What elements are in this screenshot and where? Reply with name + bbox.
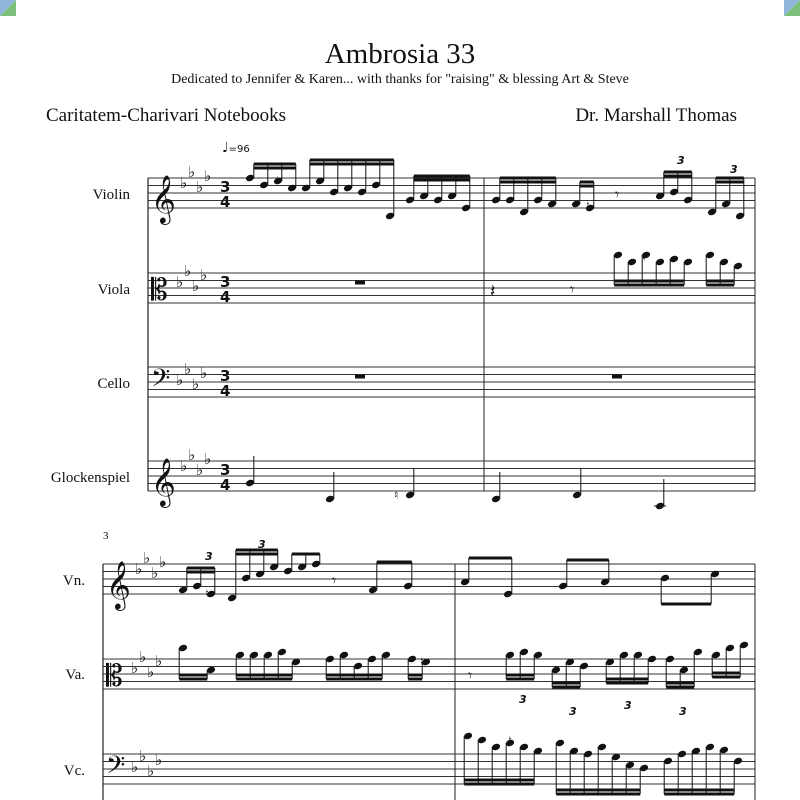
key-flat-icon: ♭ — [147, 663, 155, 681]
staff-cello — [148, 367, 755, 397]
whole-rest — [612, 375, 622, 379]
quarter-rest-icon: 𝄽 — [490, 281, 496, 302]
score-title: Ambrosia 33 — [324, 38, 476, 70]
key-flat-icon: ♭ — [151, 564, 159, 582]
quarter-note-icon: ♩ — [222, 140, 229, 156]
staff-vc — [103, 754, 755, 784]
staff-label-vc: Vc. — [63, 763, 85, 779]
eighth-rest-icon: 𝄾 — [615, 185, 620, 204]
key-flat-icon: ♭ — [135, 560, 143, 578]
key-flat-icon: ♭ — [180, 174, 188, 192]
tuplet-number: 3 — [730, 163, 738, 176]
key-flat-icon: ♭ — [131, 758, 139, 776]
key-flat-icon: ♭ — [204, 450, 212, 468]
tuplet-number: 3 — [679, 705, 687, 718]
natural-icon: ♮ — [276, 174, 280, 187]
key-flat-icon: ♭ — [143, 549, 151, 567]
staff-label-glockenspiel: Glockenspiel — [50, 470, 130, 486]
key-flat-icon: ♭ — [176, 371, 184, 389]
alto-clef-icon: 𝄡 — [106, 659, 123, 694]
tuplet-number: 3 — [677, 154, 685, 167]
natural-icon: ♮ — [586, 199, 590, 212]
key-flat-icon: ♭ — [155, 751, 163, 769]
alto-clef-icon: 𝄡 — [151, 273, 168, 308]
natural-icon: ♮ — [508, 734, 512, 747]
composer-credit: Dr. Marshall Thomas — [575, 105, 737, 126]
treble-clef-icon: 𝄞 — [106, 560, 131, 609]
natural-icon: ♮ — [420, 655, 424, 668]
score-dedication: Dedicated to Jennifer & Karen... with thanks for "raising" & blessing Art & Steve — [171, 72, 629, 87]
time-signature-top: 3 — [220, 367, 231, 385]
treble-clef-icon: 𝄞 — [151, 174, 176, 223]
publisher-credit: Caritatem-Charivari Notebooks — [46, 105, 287, 126]
key-flat-icon: ♭ — [180, 457, 188, 475]
whole-rest — [355, 281, 365, 285]
tuplet-number: 3 — [624, 699, 632, 712]
key-flat-icon: ♭ — [147, 762, 155, 780]
natural-icon: ♮ — [205, 587, 209, 600]
key-flat-icon: ♭ — [139, 747, 147, 765]
key-flat-icon: ♭ — [184, 360, 192, 378]
time-signature-bottom: 4 — [220, 193, 231, 211]
bass-clef-icon: 𝄢 — [106, 751, 126, 786]
bass-clef-icon: 𝄢 — [151, 364, 171, 399]
natural-icon: ♮ — [394, 488, 399, 502]
eighth-rest-icon: 𝄾 — [468, 666, 473, 685]
natural-icon: ♮ — [642, 251, 646, 264]
whole-rest — [355, 375, 365, 379]
staff-label-va: Va. — [65, 667, 85, 683]
time-signature-bottom: 4 — [220, 382, 231, 400]
staff-label-violin: Violin — [92, 187, 130, 203]
eighth-rest-icon: 𝄾 — [570, 280, 575, 299]
key-flat-icon: ♭ — [184, 262, 192, 280]
tuplet-number: 3 — [205, 550, 213, 563]
tuplet-number: 3 — [519, 693, 527, 706]
time-signature-top: 3 — [220, 178, 231, 196]
key-flat-icon: ♭ — [200, 364, 208, 382]
time-signature-bottom: 4 — [220, 288, 231, 306]
eighth-rest-icon: 𝄾 — [332, 571, 337, 590]
key-flat-icon: ♭ — [131, 659, 139, 677]
tempo-value: =96 — [228, 144, 250, 155]
key-flat-icon: ♭ — [188, 163, 196, 181]
key-flat-icon: ♭ — [204, 167, 212, 185]
tuplet-number: 3 — [569, 705, 577, 718]
time-signature-top: 3 — [220, 273, 231, 291]
tuplet-number: 3 — [258, 538, 266, 551]
staff-viola — [148, 273, 755, 303]
time-signature-bottom: 4 — [220, 476, 231, 494]
staff-label-viola: Viola — [97, 282, 130, 298]
key-flat-icon: ♭ — [159, 553, 167, 571]
staff-label-cello: Cello — [97, 376, 130, 392]
key-flat-icon: ♭ — [196, 461, 204, 479]
key-flat-icon: ♭ — [196, 178, 204, 196]
time-signature-top: 3 — [220, 461, 231, 479]
key-flat-icon: ♭ — [155, 652, 163, 670]
key-flat-icon: ♭ — [188, 446, 196, 464]
key-flat-icon: ♭ — [192, 277, 200, 295]
key-flat-icon: ♭ — [192, 375, 200, 393]
treble-clef-icon: 𝄞 — [151, 457, 176, 506]
staff-label-vn: Vn. — [62, 573, 85, 589]
key-flat-icon: ♭ — [139, 648, 147, 666]
measure-number: 3 — [103, 530, 109, 542]
key-flat-icon: ♭ — [200, 266, 208, 284]
key-flat-icon: ♭ — [176, 273, 184, 291]
